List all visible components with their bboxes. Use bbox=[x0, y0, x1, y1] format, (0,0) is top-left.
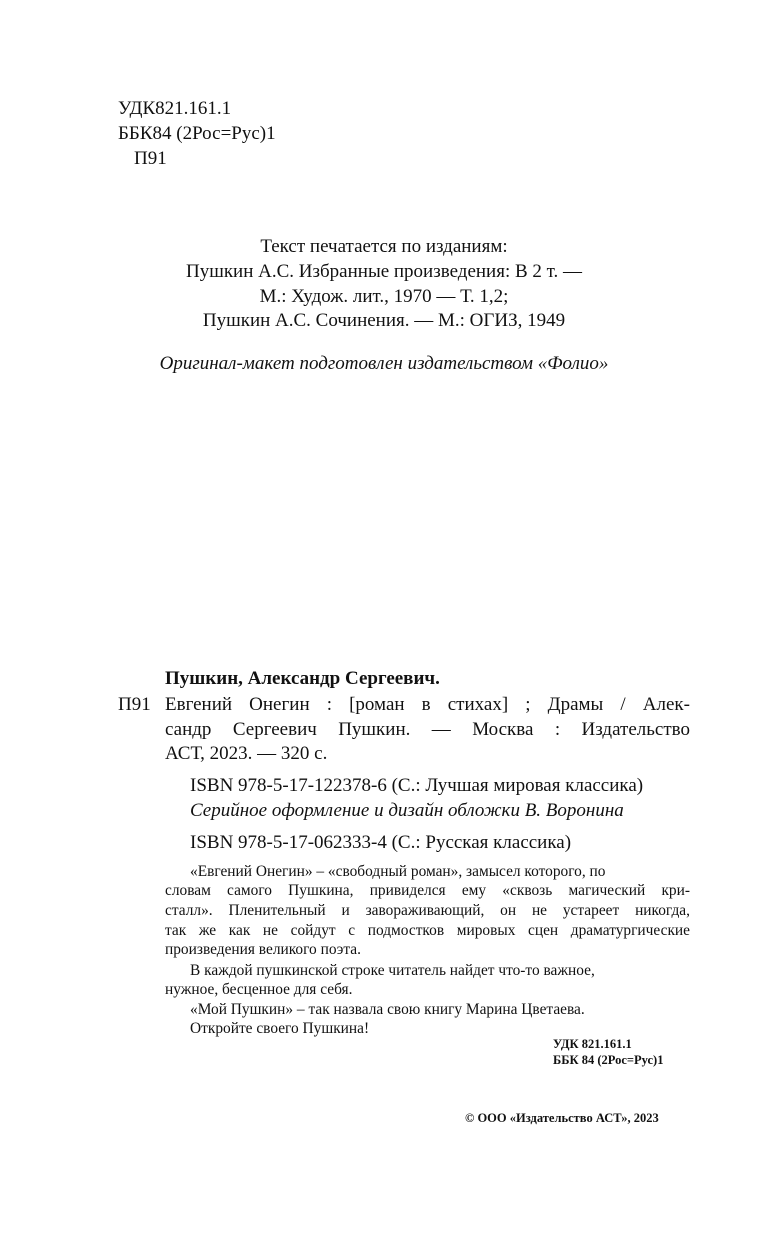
annotation-line: В каждой пушкинской строке читатель найдет что-то важное, bbox=[190, 962, 595, 979]
sources-line-3: М.: Худож. лит., 1970 — Т. 1,2; bbox=[259, 286, 509, 307]
annotation-line: словам самого Пушкина, привиделся ему «сквозь магический кри- bbox=[165, 882, 690, 899]
layout-note: Оригинал-макет подготовлен издательством «Фолио» bbox=[159, 353, 609, 374]
catalog-title-line-2: сандр Сергеевич Пушкин. — Москва : Издательство bbox=[165, 719, 690, 740]
author-mark: П91 bbox=[134, 148, 167, 169]
udk-code: УДК821.161.1 bbox=[118, 98, 232, 119]
annotation-line: произведения великого поэта. bbox=[165, 941, 361, 958]
isbn-primary: ISBN 978-5-17-122378-6 (С.: Лучшая мировая классика) bbox=[190, 775, 644, 796]
footer-udk: УДК 821.161.1 bbox=[553, 1037, 632, 1051]
copyright: © ООО «Издательство АСТ», 2023 bbox=[465, 1111, 659, 1125]
bbk-code: ББК84 (2Рос=Рус)1 bbox=[118, 123, 276, 144]
sources-line-4: Пушкин А.С. Сочинения. — М.: ОГИЗ, 1949 bbox=[202, 310, 566, 331]
footer-bbk: ББК 84 (2Рос=Рус)1 bbox=[553, 1053, 664, 1067]
sources-line-2: Пушкин А.С. Избранные произведения: В 2 т. — bbox=[185, 261, 583, 282]
catalog-author: Пушкин, Александр Сергеевич. bbox=[165, 668, 440, 689]
annotation-line: сталл». Пленительный и завораживающий, он не устареет никогда, bbox=[165, 902, 690, 919]
catalog-code: П91 bbox=[118, 694, 151, 715]
sources-line-1: Текст печатается по изданиям: bbox=[260, 236, 508, 257]
annotation-line: Откройте своего Пушкина! bbox=[190, 1020, 370, 1037]
annotation-line: «Мой Пушкин» – так назвала свою книгу Марина Цветаева. bbox=[190, 1001, 585, 1018]
annotation-line: так же как не сойдут с подмостков мировых сцен драматургические bbox=[165, 922, 690, 939]
catalog-title-line-1: Евгений Онегин : [роман в стихах] ; Драмы / Алек- bbox=[165, 694, 690, 715]
design-note: Серийное оформление и дизайн обложки В. Воронина bbox=[190, 800, 624, 821]
catalog-title-line-3: АСТ, 2023. — 320 с. bbox=[165, 743, 328, 764]
annotation-line: нужное, бесценное для себя. bbox=[165, 981, 353, 998]
annotation-line: «Евгений Онегин» – «свободный роман», замысел которого, по bbox=[190, 863, 606, 880]
isbn-secondary: ISBN 978-5-17-062333-4 (С.: Русская классика) bbox=[190, 832, 572, 853]
